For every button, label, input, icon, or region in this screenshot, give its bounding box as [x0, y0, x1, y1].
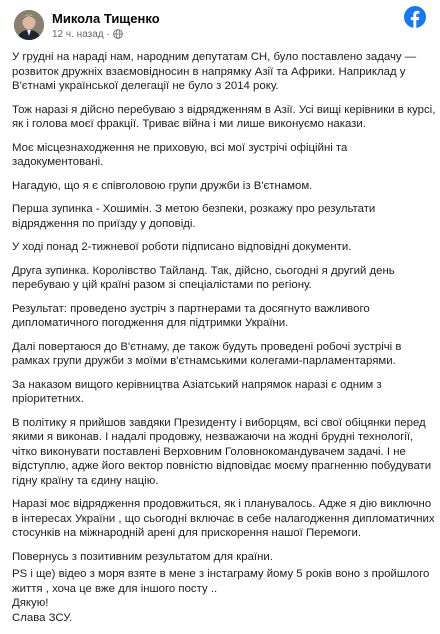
post-text-line: За наказом вищого керівництва Азіатський напрямок наразі є одним з: [12, 378, 382, 391]
meta-separator: ·: [106, 29, 110, 40]
post-paragraph: [12, 302, 434, 331]
post-text-line: Далі повертаюся до В'єтнаму, де також будуть проведені робочі зустрічі в: [12, 340, 402, 353]
post-paragraph: [12, 340, 434, 369]
post-text-line: Моє місцезнаходження не приховую, всі мої зустрічі офіційні та: [12, 141, 348, 154]
post-meta: [52, 29, 123, 40]
avatar[interactable]: [14, 10, 44, 40]
post-text-line: як і голова моєї фракції. Триває війна і ми лише виконуємо накази.: [12, 118, 366, 130]
post-text-line: гідну країну та єдину націю.: [12, 474, 159, 487]
post-text-line: Друга зупинка. Королівство Тайланд. Так, дійсно, сьогодні я другий день: [12, 264, 395, 277]
post-paragraph: [12, 179, 434, 194]
post-text-line: Слава ЗСУ.: [12, 611, 73, 624]
post-text-line: У ході понад 2-тижневої роботи підписано відповідні документи.: [12, 241, 352, 253]
facebook-icon[interactable]: [404, 6, 426, 28]
post-text-line: розвиток дружніх взаємовідносин в напрямку Азії та Африки. Наприклад у: [12, 65, 406, 78]
post-paragraph: [12, 202, 434, 231]
post-text-line: відступлю, адже його вектор повністю відповідає моєму прагненню побудувати: [12, 460, 432, 472]
post-text-line: стосунків на міжнародній арені для прискорення нашої Перемоги.: [12, 527, 362, 539]
post-paragraph: [12, 416, 434, 489]
post-closing: [12, 567, 434, 625]
post-text-line: пріоритетних.: [12, 393, 84, 405]
post-text-line: Тож наразі я дійсно перебуваю з відрядженням в Азії. Усі вищі керівники в курсі,: [12, 103, 436, 116]
post-text-line: Нагадую, що я є співголовою групи дружби із В'єтнамом.: [12, 179, 313, 192]
author-name[interactable]: Микола Тищенко: [52, 11, 160, 26]
post-text-line: рамках групи дружби з моїми в'єтнамськими колегами-парламентарями.: [12, 355, 396, 367]
post-text-line: в інтересах України , що сьогодні включає в себе налагодження дипломатичних: [12, 512, 435, 525]
post-text-line: задокументовані.: [12, 156, 104, 168]
post-text-line: дипломатичного погодження для підтримки України.: [12, 317, 289, 329]
globe-icon[interactable]: [113, 29, 123, 39]
avatar-image: [14, 10, 44, 40]
post-paragraph: [12, 103, 434, 132]
post-text-line: Результат: проведено зустріч з партнерами та досягнуто важливого: [12, 302, 370, 315]
post-paragraph: [12, 141, 434, 170]
post-text-line: відрядження по приїзду у доповіді.: [12, 217, 196, 230]
post-text-line: PS і ще) відео з моря взяте в мене з інстаграму йому 5 років воно з пройшлого: [12, 568, 430, 580]
post-paragraph: [12, 550, 434, 565]
post-text-line: Перша зупинка - Хошимін. З метою безпеки, розкажу про результати: [12, 203, 376, 215]
post-text-line: життя , хоча це вже для іншого посту ..: [12, 582, 218, 595]
post-paragraph: [12, 240, 434, 255]
post-paragraph: [12, 50, 434, 94]
post-text-line: В політику я прийшов завдяки Президенту і виборцям, всі свої обіцянки перед: [12, 416, 426, 429]
post-text-line: У грудні на нараді нам, народним депутатам СН, було поставлено задачу —: [12, 51, 417, 63]
post-text-line: Дякую!: [12, 597, 49, 609]
post-paragraph: [12, 264, 434, 293]
post-paragraph: [12, 378, 434, 407]
post-text: [12, 50, 434, 634]
post-text-line: перебуваю у цій країні разом зі спеціалістами по регіону.: [12, 279, 312, 291]
post-text-line: якими я виконав. І надалі продовжу, незважаючи на жодні брудні технології,: [12, 431, 414, 443]
post-text-line: В'єтнамі української делегації не було з 2014 року.: [12, 80, 279, 92]
post-text-line: Повернусь з позитивним результатом для країни.: [12, 550, 273, 563]
post-paragraph: [12, 497, 434, 541]
post-text-line: чітко виконувати поставлені Верховним Головнокомандувачем задачі. І не: [12, 445, 406, 458]
post-header: [14, 6, 430, 40]
post-text-line: Наразі моє відрядження продовжиться, як і планувалось. Адже я дію виключно: [12, 498, 432, 510]
post-timestamp[interactable]: 12 ч. назад: [52, 29, 104, 40]
